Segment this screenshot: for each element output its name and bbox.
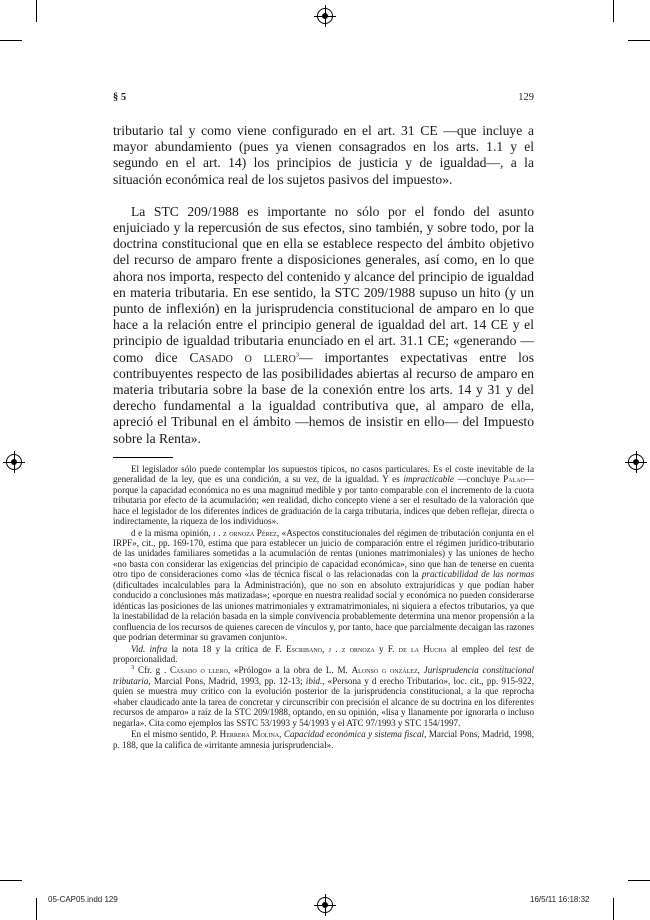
page-number: 129 <box>518 92 534 103</box>
crop-mark <box>0 40 22 41</box>
footnote-paragraph: El legislador sólo puede contemplar los supuestos típicos, no casos particulares. Es el coste inevitable de la generalidad de la ley, que es una condición, a su vez, de la igualdad. Y es impracticable —concluye Palao— porque la capacidad económica no es una magnitud medible y por tanto comparable con el incremento de la cuota tributaria por efecto de la acumulación; «en realidad, dicho concepto viene a ser el resultado de la valoración que hace el legislador de los diferentes índices de graduación de la carga tributaria, índices que deben reflejar, directa o indirectamente, la riqueza de los individuos». <box>113 463 534 527</box>
crop-mark <box>0 880 22 881</box>
slug-file: 05-CAP05.indd 129 <box>48 895 118 904</box>
section-marker: § 5 <box>113 92 127 103</box>
crop-mark <box>628 880 650 881</box>
crop-mark <box>36 898 37 920</box>
registration-mark-icon <box>6 454 22 470</box>
paragraph: La STC 209/1988 es importante no sólo por el fondo del asunto enjuiciado y la repercusión de sus efectos, sino también, y sobre todo, por la doctrina constitucional que en ella se establece respecto del ámbito objetivo del recurso de amparo frente a disposiciones generales, así como, en lo que ahora nos importa, respecto del contenido y alcance del principio de igualdad en materia tributaria. En ese sentido, la STC 209/1988 supuso un hito (y un punto de inflexión) en la jurisprudencia constitucional de amparo en lo que hace a la relación entre el principio general de igualdad del art. 14 CE y el principio de igualdad tributaria enunciado en el art. 31.1 CE; «generando —como dice Casado o llero$^3$— importantes expectativas entre los contribuyentes respecto de las posibilidades abiertas al recurso de amparo en materia tributaria sobre la base de la conexión entre los arts. 14 y 31 y del derecho fundamental a la igualdad contributiva que, al amparo de ella, apreció el Tribunal en el ámbito —hemos de insistir en ello— del Impuesto sobre la Renta». <box>113 203 535 446</box>
book-page <box>113 92 534 750</box>
footnote-divider <box>113 457 173 458</box>
registration-mark-icon <box>317 897 333 913</box>
footnote-reference: 3 <box>295 351 300 359</box>
footnotes <box>113 464 534 750</box>
author-name: Casado o llero <box>189 349 296 365</box>
footnote-paragraph: d e la misma opinión, j . z ornoza Pérez, «Aspectos constitucionales del régimen de tributación conjunta en el IRPF», cit., pp. 169-170, estima que para establecer un juicio de comparación entre el régimen jurídico-tributario de las unidades familiares sometidas a la acumulación de rentas (uniones matrimoniales) y las uniones de hecho «no basta con considerar las exigencias del principio de capacidad económica», sino que han de tenerse en cuenta otro tipo de consideraciones como «las de técnica fiscal o las relacionadas con la practicabilidad de las normas (dificultades incalculables para la Administración), que no son en absoluto extrajurídicas y que podían haber conducido a conclusiones más matizadas»; «porque en nuestra realidad social y económica no pueden considerarse idénticas las posiciones de las uniones matrimoniales y extramatrimoniales, ni siquiera a efectos tributarios, ya que la inestabilidad de la relación basada en la simple convivencia probablemente determina una menor propensión a la confluencia de los recursos de quienes carecen de vínculos y, por tanto, hace que parcialmente decaigan las razones que podrían determinar su gravamen conjunto». <box>113 527 534 643</box>
crop-mark <box>613 898 614 920</box>
crop-mark <box>628 40 650 41</box>
crop-mark <box>613 0 614 22</box>
footnote-paragraph: Vid. infra la nota 18 y la crítica de F. Escribano, j . z ornoza y F. de la Hucha al empleo del test de proporcionalidad. <box>113 643 534 665</box>
crop-mark <box>36 0 37 22</box>
running-head <box>113 92 534 103</box>
slug-date: 16/5/11 16:18:32 <box>530 895 590 904</box>
footnote-paragraph: En el mismo sentido, P. Herrera Molina, Capacidad económica y sistema fiscal, Marcial Pons, Madrid, 1998, p. 188, que la califica de «irritante amnesia jurisprudencial». <box>113 729 535 750</box>
body-text <box>113 123 534 447</box>
registration-mark-icon <box>628 454 644 470</box>
footnote-3: $^3$ Cfr. g . Casado o llero, «Prólogo» a la obra de L. M. Alonso g onzález, Jurisprudencia constitucional tributaria, Marcial Pons, Madrid, 1993, pp. 12-13; ibid., «Persona y d erecho Tributario», loc. cit., pp. 915-922, quien se muestra muy crítico con la evolución posterior de la jurisprudencia constitucional, a la que reprocha «haber claudicado ante la tarea de concretar y circunscribir con precisión el alcance de su doctrina en los diferentes recursos de amparo» a raíz de la STC 209/1988, optando, en su opinión, «lisa y llanamente por ignorarla o incluso negarla». Cita como ejemplos las SSTC 53/1993 y 54/1993 y el ATC 97/1993 y STC 154/1997. <box>113 664 535 728</box>
paragraph: tributario tal y como viene configurado en el art. 31 CE —que incluye a mayor abundamiento (pues ya vienen consagrados en los arts. 1.1 y el segundo en el art. 14) los principios de justicia y de igualdad—, a la situación económica real de los sujetos pasivos del impuesto». <box>113 123 534 187</box>
registration-mark-icon <box>317 8 333 24</box>
